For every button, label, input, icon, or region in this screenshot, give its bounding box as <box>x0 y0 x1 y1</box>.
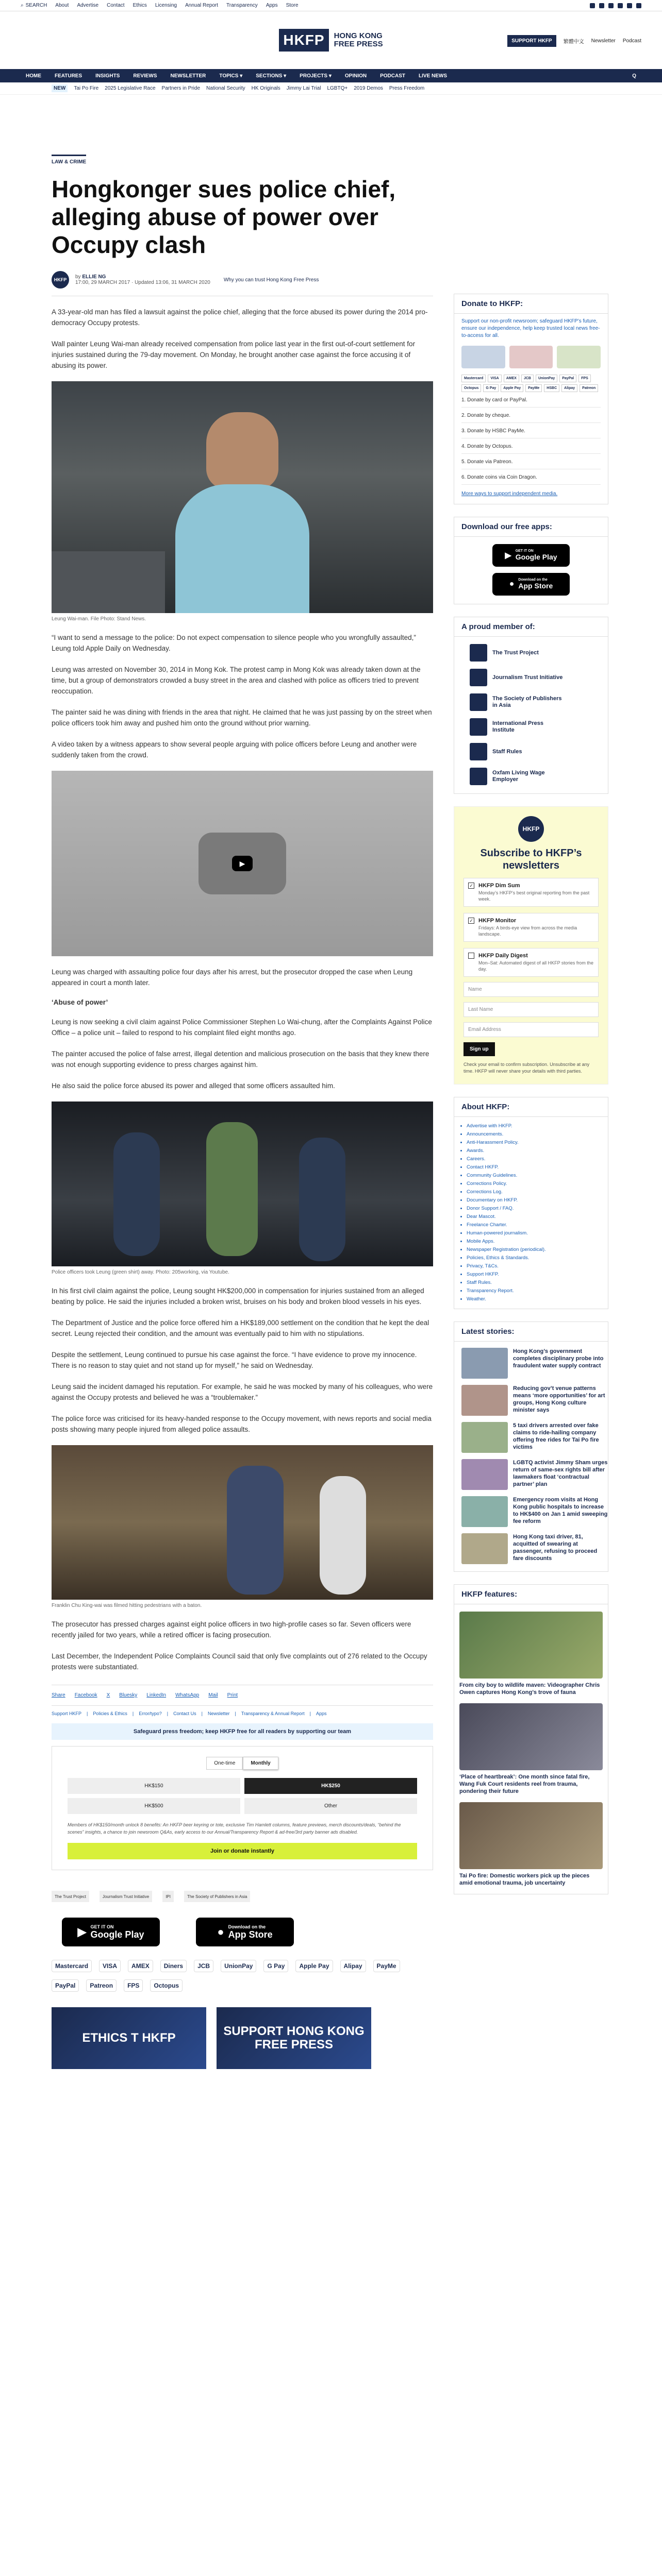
newsletter-logo: HKFP <box>518 816 544 842</box>
photo-leung <box>52 381 433 613</box>
paragraph: Leung was charged with assaulting police four days after his arrest, but the prosecutor dropped the case when Leung appeared in court a month later. <box>52 968 413 987</box>
about-item[interactable]: • Anti-Harassment Policy. <box>467 1139 601 1147</box>
alipay-logo: Alipay <box>340 1960 366 1972</box>
payment-logos <box>52 1960 402 1992</box>
story-item[interactable]: LGBTQ activist Jimmy Sham urges return of same-sex rights bill after lawmakers float ‘contractual partner’ plan <box>454 1459 608 1490</box>
amex-logo: AMEX <box>128 1960 153 1972</box>
apps-panel <box>454 517 608 604</box>
author-name[interactable]: ELLIE NG <box>82 274 106 280</box>
paragraph: The painter accused the police of false arrest, illegal detention and malicious prosecution on the basis that they knew there was not enough supporting evidence to press charges against him. <box>52 1050 429 1069</box>
mastercard-logo: Mastercard <box>52 1960 92 1972</box>
membership-benefits: Members of HK$150/month unlock 8 benefits: An HKFP beer keyring or tote, exclusive Tim Hamlett columns, feature previews, merch discounts/deals, “behind the scenes” insights, a chance to join newsroom Q&As, early access to our Annual/Transparency Report & ad-free/3rd party banner ads disabled. <box>68 1822 401 1835</box>
about-item[interactable]: • Corrections Policy. <box>467 1180 601 1188</box>
ipi-icon <box>470 718 487 736</box>
donate-way[interactable]: 6. Donate coins via Coin Dragon. <box>461 474 601 485</box>
donate-way[interactable]: 3. Donate by HSBC PayMe. <box>461 428 601 438</box>
about-item[interactable]: • Newspaper Registration (periodical). <box>467 1246 601 1254</box>
social-icons <box>590 3 641 8</box>
footlink[interactable]: Contact Us <box>173 1711 196 1716</box>
jti-icon <box>470 669 487 686</box>
paragraph: A 33-year-old man has filed a lawsuit against the police chief, alleging that the force abused its power during the 2014 pro-democracy Occupy protests. <box>52 308 428 327</box>
paragraph: Leung said the incident damaged his reputation. For example, he said he was mocked by many of his colleagues, who were against the Occupy protests and believed he was a “troublemaker.” <box>52 1383 433 1401</box>
about-item[interactable]: • Support HKFP. <box>467 1270 601 1279</box>
ethics-promo[interactable]: ETHICS T HKFP <box>52 2007 206 2069</box>
share-label: Share <box>52 1692 65 1698</box>
footer-member-logos <box>52 1891 433 1902</box>
newsletter-option[interactable]: ✓ HKFP Monitor Fridays: A birds-eye view from across the media landscape. <box>464 913 599 942</box>
topbar-ethics[interactable]: Ethics <box>133 3 147 8</box>
facebook-icon[interactable] <box>590 3 595 8</box>
linkedin-icon[interactable] <box>627 3 632 8</box>
share-linkedin[interactable]: LinkedIn <box>146 1692 167 1698</box>
staff-rules-icon <box>470 743 487 760</box>
paragraph: In his first civil claim against the police, Leung sought HK$200,000 in compensation for injuries sustained from an alleged beating by police. He said the injuries included a broken wrist, bruises on his body and broken blood vessels in his eyes. <box>52 1287 424 1306</box>
site-header <box>0 11 662 69</box>
top-utility-bar <box>0 0 662 11</box>
article-category[interactable]: LAW & CRIME <box>52 155 86 165</box>
about-item[interactable]: • Advertise with HKFP. <box>467 1122 601 1130</box>
about-item[interactable]: • Mobile Apps. <box>467 1238 601 1246</box>
newsletter-disclaimer: Check your email to confirm subscription. Unsubscribe at any time. HKFP will never share your details with third parties. <box>464 1062 590 1074</box>
amount-option-other[interactable]: Other <box>244 1798 417 1814</box>
about-item[interactable]: • Awards. <box>467 1147 601 1155</box>
jcb-logo: JCB <box>194 1960 213 1972</box>
jti-logo[interactable]: Journalism Trust Initiative <box>100 1891 152 1902</box>
footlink[interactable]: Apps <box>316 1711 327 1716</box>
footlink[interactable]: Error/typo? <box>139 1711 162 1716</box>
podcast-link[interactable]: Podcast <box>622 38 641 44</box>
about-item[interactable]: • Privacy, T&Cs. <box>467 1262 601 1270</box>
footlink[interactable]: Newsletter <box>208 1711 230 1716</box>
nav-live-news[interactable]: LIVE NEWS <box>419 73 448 79</box>
latest-title: Latest stories: <box>454 1322 608 1342</box>
feature-item[interactable]: From city boy to wildlife maven: Videographer Chris Owen captures Hong Kong’s trove of fauna <box>454 1612 608 1696</box>
more-ways-link[interactable]: More ways to support independent media. <box>461 491 558 497</box>
author-prefix: by <box>75 274 81 280</box>
play-icon[interactable]: ▶ <box>232 856 253 871</box>
sopa-logo[interactable]: The Society of Publishers in Asia <box>184 1891 251 1902</box>
topbar-advertise[interactable]: Advertise <box>77 3 99 8</box>
share-print[interactable]: Print <box>227 1692 238 1698</box>
trust-project-logo[interactable]: The Trust Project <box>52 1891 89 1902</box>
nav-reviews[interactable]: REVIEWS <box>133 73 157 79</box>
paragraph: He also said the police force abused its power and alleged that some officers assaulted him. <box>52 1082 335 1090</box>
ipi-logo[interactable]: IPI <box>162 1891 174 1902</box>
story-item[interactable]: Reducing gov’t venue patterns means ‘more opportunities’ for art groups, Hong Kong culture minister says <box>454 1385 608 1416</box>
donate-title: Donate to HKFP: <box>454 294 608 314</box>
youtube-icon[interactable] <box>618 3 623 8</box>
checkbox[interactable] <box>468 953 474 959</box>
amount-option[interactable]: HK$500 <box>68 1798 240 1814</box>
about-list <box>454 1117 608 1309</box>
logo-line1: HONG KONG <box>334 31 383 40</box>
updated-date: Updated 13:06, 31 MARCH 2020 <box>135 280 210 285</box>
newsletter-link[interactable]: Newsletter <box>591 38 616 44</box>
topbar-annual-report[interactable]: Annual Report <box>185 3 219 8</box>
visa-logo: VISA <box>99 1960 121 1972</box>
paragraph: “I want to send a message to the police: Do not expect compensation to silence people who you wrongfully assaulted,” Leung told Apple Daily on Wednesday. <box>52 634 416 652</box>
trending-item[interactable]: Jimmy Lai Trial <box>286 86 321 91</box>
nav-features[interactable]: FEATURES <box>55 73 82 79</box>
caption: Police officers took Leung (green shirt) away. Photo: 205working, via Youtube. <box>52 1269 229 1275</box>
diners-logo: Diners <box>160 1960 187 1972</box>
newsletter-option[interactable]: HKFP Daily Digest Mon–Sat: Automated digest of all HKFP stories from the day. <box>464 948 599 977</box>
topbar-about[interactable]: About <box>55 3 69 8</box>
feature-image <box>459 1612 603 1679</box>
sopa-icon <box>470 693 487 711</box>
paragraph: Leung is now seeking a civil claim against Police Commissioner Stephen Lo Wai-chung, after the Complaints Against Police Office – a police unit – failed to respond to his complaint filed eight months ago. <box>52 1018 432 1037</box>
language-link[interactable]: 繁體中文 <box>563 39 584 45</box>
embedded-video[interactable] <box>52 771 433 956</box>
about-item[interactable]: • Donor Support / FAQ. <box>467 1205 601 1213</box>
story-item[interactable]: 5 taxi drivers arrested over fake claims to ride-hailing company offering free rides for Tai Po fire victims <box>454 1422 608 1453</box>
nav-sections[interactable]: SECTIONS ▾ <box>256 73 287 79</box>
donate-way[interactable]: 5. Donate via Patreon. <box>461 459 601 469</box>
play-store-icon: ▶ <box>505 551 511 560</box>
donate-way[interactable]: 2. Donate by cheque. <box>461 413 601 423</box>
story-thumb <box>461 1496 508 1527</box>
about-panel <box>454 1097 608 1309</box>
figure-leung <box>52 381 433 622</box>
trending-item[interactable]: National Security <box>206 86 245 91</box>
trending-item[interactable]: Press Freedom <box>389 86 425 91</box>
checkbox[interactable]: ✓ <box>468 883 474 889</box>
share-mail[interactable]: Mail <box>208 1692 218 1698</box>
google-play-button[interactable]: ▶ GET IT ON Google Play <box>62 1918 160 1946</box>
figure-arrest <box>52 1101 433 1275</box>
unionpay-logo: UnionPay <box>221 1960 256 1972</box>
donate-photo <box>557 346 601 368</box>
figure-baton <box>52 1445 433 1608</box>
topbar-transparency[interactable]: Transparency <box>226 3 258 8</box>
story-thumb <box>461 1533 508 1564</box>
about-item[interactable]: • Community Guidelines. <box>467 1172 601 1180</box>
donate-photo <box>461 346 505 368</box>
about-item[interactable]: • Documentary on HKFP. <box>467 1196 601 1205</box>
members-panel: A proud member of: The Trust Project Journalism Trust Initiative The Society of Publishers in Asia International Press Institute Staff Rules Oxfam Living Wage Employer <box>454 617 608 794</box>
trending-item[interactable]: Tai Po Fire <box>74 86 99 91</box>
paragraph: The painter said he was dining with friends in the area that night. He claimed that he was just passing by on the street when police officers took him away and pushed him onto the ground without prior warning. <box>52 708 432 727</box>
about-item[interactable]: • Dear Mascot. <box>467 1213 601 1221</box>
paragraph: A video taken by a witness appears to show several people arguing with police officers before Leung and another were suddenly taken from the crowd. <box>52 740 417 759</box>
amount-option[interactable]: HK$150 <box>68 1778 240 1794</box>
why-trust-link[interactable]: Why you can trust Hong Kong Free Press <box>223 277 319 283</box>
features-panel <box>454 1584 608 1894</box>
card-logos: Mastercard VISA AMEX JCB UnionPay PayPal FPS Octopus G Pay Apple Pay PayMe HSBC Alipay Patreon <box>461 375 601 392</box>
newsletter-option[interactable]: ✓ HKFP Dim Sum Monday’s HKFP’s best original reporting from the past week. <box>464 878 599 907</box>
donate-photo <box>509 346 553 368</box>
nav-projects[interactable]: PROJECTS ▾ <box>300 73 332 79</box>
share-whatsapp[interactable]: WhatsApp <box>175 1692 200 1698</box>
paragraph: The Department of Justice and the police force offered him a HK$189,000 settlement on the condition that he kept the deal secret. Leung rejected their condition, and the amount was eventually paid to him with no stipulations. <box>52 1319 429 1337</box>
about-item[interactable]: • Corrections Log. <box>467 1188 601 1196</box>
story-item[interactable]: Hong Kong’s government completes disciplinary probe into fraudulent water supply contract <box>454 1348 608 1379</box>
last-name-input[interactable]: Last Name <box>464 1002 599 1017</box>
amount-option-selected[interactable]: HK$250 <box>244 1778 417 1794</box>
safeguard-banner[interactable]: Safeguard press freedom; keep HKFP free for all readers by supporting our team <box>52 1723 433 1740</box>
byline: HKFP by ELLIE NG 17:00, 29 MARCH 2017 · Updated 13:06, 31 MARCH 2020 Why you can trust Hong Kong Free Press <box>52 271 433 289</box>
story-thumb <box>461 1459 508 1490</box>
sidebar-google-play[interactable]: ▶ GET IT ON Google Play <box>492 544 570 567</box>
article-footer-links: Support HKFP | Policies & Ethics | Error/typo? | Contact Us | Newsletter | Transparency & Annual Report | Apps <box>52 1705 433 1716</box>
apps-title: Download our free apps: <box>454 517 608 537</box>
story-thumb <box>461 1385 508 1416</box>
sidebar <box>454 294 608 1894</box>
nav-podcast[interactable]: PODCAST <box>380 73 406 79</box>
feature-item[interactable]: Tai Po fire: Domestic workers pick up the pieces amid emotional trauma, job uncertainty <box>454 1802 608 1887</box>
trending-item[interactable]: 2025 Legislative Race <box>105 86 156 91</box>
tab-monthly[interactable]: Monthly <box>243 1757 278 1770</box>
about-title: About HKFP: <box>454 1097 608 1117</box>
nav-topics[interactable]: TOPICS ▾ <box>219 73 243 79</box>
about-item[interactable]: • Weather. <box>467 1295 601 1303</box>
nav-opinion[interactable]: OPINION <box>344 73 367 79</box>
trending-item[interactable]: Partners in Pride <box>161 86 201 91</box>
share-bluesky[interactable]: Bluesky <box>119 1692 138 1698</box>
paypal-logo: PayPal <box>52 1979 79 1992</box>
story-thumb <box>461 1348 508 1379</box>
nav-newsletter[interactable]: NEWSLETTER <box>170 73 206 79</box>
apple-icon: ● <box>217 1925 224 1938</box>
first-name-input[interactable]: Name <box>464 982 599 997</box>
article-title: Hongkonger sues police chief, alleging abuse of power over Occupy clash <box>52 176 396 258</box>
caption: Franklin Chu King-wai was filmed hitting pedestrians with a baton. <box>52 1603 202 1608</box>
feature-item[interactable]: ‘Place of heartbreak’: One month since fatal fire, Wang Fuk Court residents reel from trauma, pondering their future <box>454 1703 608 1795</box>
topbar-licensing[interactable]: Licensing <box>155 3 177 8</box>
topbar-apps[interactable]: Apps <box>266 3 278 8</box>
story-thumb <box>461 1422 508 1453</box>
patreon-logo: Patreon <box>86 1979 117 1992</box>
donate-way[interactable]: 1. Donate by card or PayPal. <box>461 397 601 408</box>
paragraph: Leung was arrested on November 30, 2014 in Mong Kok. The protest camp in Mong Kok was already taken down at the time, but a group of demonstrators crowded a busy street in the area and clashed with police as officers tried to prevent reoccupation. <box>52 666 421 695</box>
about-item[interactable]: • Staff Rules. <box>467 1279 601 1287</box>
trending-item[interactable]: 2019 Demos <box>354 86 383 91</box>
feature-image <box>459 1703 603 1770</box>
oxfam-icon <box>470 768 487 785</box>
features-title: HKFP features: <box>454 1585 608 1604</box>
support-promo[interactable]: SUPPORT HONG KONG FREE PRESS <box>217 2007 371 2069</box>
newsletter-title: Subscribe to HKFP’s newsletters <box>480 848 582 871</box>
donate-widget <box>52 1746 433 1870</box>
gpay-logo: G Pay <box>263 1960 288 1972</box>
play-store-icon: ▶ <box>77 1925 87 1938</box>
apple-icon: ● <box>509 580 515 588</box>
author-avatar: HKFP <box>52 271 69 289</box>
published-date: 17:00, 29 MARCH 2017 <box>75 280 130 285</box>
paragraph: Despite the settlement, Leung continued to pursue his case against the force. “I have evidence to prove my innocence. There is no reason to stay quiet and not stand up for myself,” he said on Wednesday. <box>52 1351 417 1369</box>
signup-button[interactable]: Sign up <box>464 1042 495 1056</box>
x-icon[interactable] <box>599 3 604 8</box>
about-item[interactable]: • Transparency Report. <box>467 1287 601 1295</box>
email-input[interactable]: Email Address <box>464 1022 599 1037</box>
instagram-icon[interactable] <box>608 3 614 8</box>
topbar-store[interactable]: Store <box>286 3 299 8</box>
about-item[interactable]: • Freelance Charter. <box>467 1221 601 1229</box>
donate-panel <box>454 294 608 504</box>
app-store-button[interactable]: ● Download on the App Store <box>196 1918 294 1946</box>
trust-project-icon <box>470 644 487 662</box>
search-icon: ⌕ <box>21 3 24 8</box>
octopus-logo: Octopus <box>150 1979 183 1992</box>
topbar-contact[interactable]: Contact <box>107 3 125 8</box>
trending-bar <box>0 82 662 95</box>
paragraph: The prosecutor has pressed charges against eight police officers in two high-profile cases so far. Seven officers were recently jailed for two years, while a retired officer is facing prosecution. <box>52 1620 411 1639</box>
caption: Leung Wai-man. File Photo: Stand News. <box>52 616 146 622</box>
footlink[interactable]: Policies & Ethics <box>93 1711 127 1716</box>
footlink[interactable]: Support HKFP <box>52 1711 82 1716</box>
share-x[interactable]: X <box>106 1692 110 1698</box>
new-badge: NEW <box>52 84 68 92</box>
support-hkfp-button[interactable]: SUPPORT HKFP <box>507 35 556 47</box>
subheading: ‘Abuse of power’ <box>52 998 108 1006</box>
newsletter-signup <box>454 806 608 1084</box>
trending-item[interactable]: HK Originals <box>251 86 280 91</box>
paragraph: Wall painter Leung Wai-man already received compensation from police last year in the first out-of-court settlement for injuries sustained during the 79-day movement. On Monday, he brought another case against the force accusing it of abusing its power. <box>52 340 416 369</box>
search-link[interactable]: ⌕ SEARCH <box>21 3 47 8</box>
join-donate-button[interactable]: Join or donate instantly <box>68 1843 417 1859</box>
sidebar-app-store[interactable]: ● Download on the App Store <box>492 573 570 596</box>
logo-box: HKFP <box>279 29 328 52</box>
about-item[interactable]: • Careers. <box>467 1155 601 1163</box>
logo-line2: FREE PRESS <box>334 40 383 48</box>
article <box>52 155 433 2069</box>
about-item[interactable]: • Policies, Ethics & Standards. <box>467 1254 601 1262</box>
paragraph: The police force was criticised for its heavy-handed response to the Occupy movement, with news reports and social media posts showing many people injured from alleged police assaults. <box>52 1415 432 1433</box>
fps-logo: FPS <box>124 1979 143 1992</box>
photo-baton <box>52 1445 433 1600</box>
share-bar <box>52 1685 433 1698</box>
paragraph: Last December, the Independent Police Complaints Council said that only five complaints out of 276 related to the Occupy protests were substantiated. <box>52 1652 427 1671</box>
tab-one-time[interactable]: One-time <box>206 1757 243 1770</box>
donate-text[interactable]: Support our non-profit newsroom; safeguard HKFP’s future, ensure our independence, help keep trusted local news free-to-access for all. <box>461 318 600 338</box>
main-nav <box>0 69 662 82</box>
footlink[interactable]: Transparency & Annual Report <box>241 1711 305 1716</box>
nav-insights[interactable]: INSIGHTS <box>95 73 120 79</box>
nav-home[interactable]: HOME <box>26 73 41 79</box>
payme-logo: PayMe <box>373 1960 400 1972</box>
donate-way[interactable]: 4. Donate by Octopus. <box>461 444 601 454</box>
about-item[interactable]: • Announcements. <box>467 1130 601 1139</box>
applepay-logo: Apple Pay <box>295 1960 333 1972</box>
rss-icon[interactable] <box>636 3 641 8</box>
story-item[interactable]: Hong Kong taxi driver, 81, acquitted of swearing at passenger, refusing to proceed fare discounts <box>454 1533 608 1564</box>
search-icon[interactable]: Q <box>632 73 636 79</box>
share-facebook[interactable]: Facebook <box>74 1692 97 1698</box>
proud-member-title: A proud member of: <box>454 617 608 637</box>
feature-image <box>459 1802 603 1869</box>
about-item[interactable]: • Contact HKFP. <box>467 1163 601 1172</box>
trending-item[interactable]: LGBTQ+ <box>327 86 348 91</box>
story-item[interactable]: Emergency room visits at Hong Kong public hospitals to increase to HK$400 on Jan 1 amid sweeping fee reform <box>454 1496 608 1527</box>
site-logo[interactable] <box>279 29 383 52</box>
latest-panel <box>454 1321 608 1572</box>
about-item[interactable]: • Human-powered journalism. <box>467 1229 601 1238</box>
checkbox[interactable]: ✓ <box>468 918 474 924</box>
photo-arrest <box>52 1101 433 1266</box>
